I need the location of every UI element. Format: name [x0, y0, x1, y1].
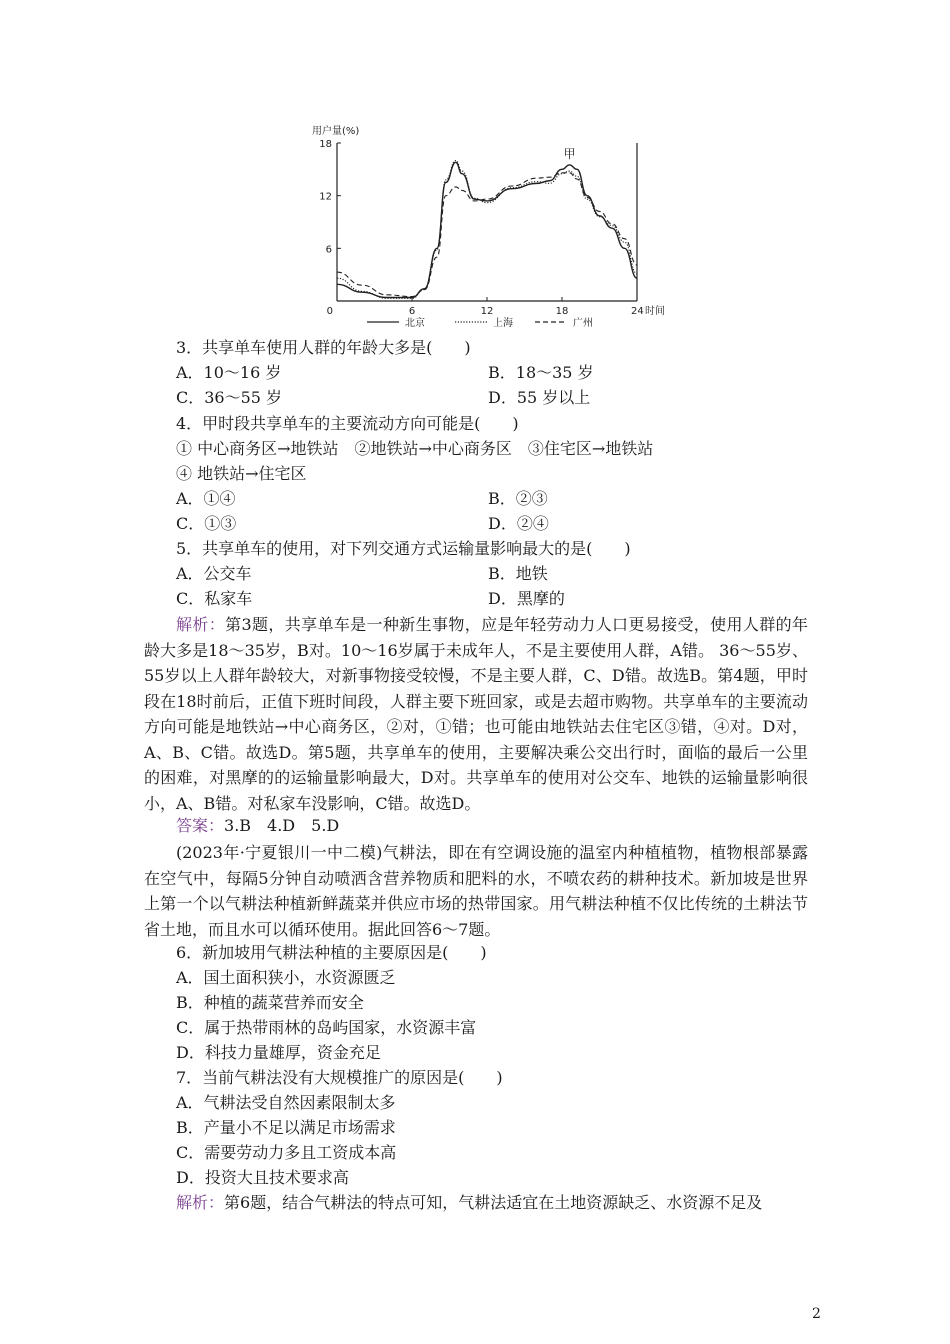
y-tick-label: 12 [319, 191, 332, 203]
q3-option-c: C．36～55 岁 [176, 388, 283, 407]
q7-option-c: C．需要劳动力多且工资成本高 [176, 1143, 397, 1162]
q6-option-d: D．科技力量雄厚，资金充足 [176, 1043, 381, 1062]
q3-option-a: A．10～16 岁 [176, 363, 282, 382]
q6-option-b: B．种植的蔬菜营养而安全 [176, 993, 364, 1012]
q6-stem: 6．新加坡用气耕法种植的主要原因是( ) [176, 943, 487, 962]
x-tick-label: 18 [555, 306, 569, 317]
q4-items-line2: ④ 地铁站→住宅区 [176, 464, 307, 483]
usage-line-chart [300, 118, 665, 338]
q5-option-a: A．公交车 [176, 564, 252, 583]
q3-option-d: D．55 岁以上 [488, 388, 591, 407]
answer-3-5 [176, 815, 339, 837]
y-tick-label: 18 [319, 139, 332, 150]
annotation-jia: 甲 [563, 147, 576, 162]
analysis-text: 第6题，结合气耕法的特点可知，气耕法适宜在土地资源缺乏、水资源不足及 [224, 1193, 763, 1212]
q6-option-a: A．国土面积狭小，水资源匮乏 [176, 968, 396, 987]
q4-option-c: C．①③ [176, 514, 237, 533]
x-tick-label: 0 [326, 306, 333, 317]
series-line-上海 [337, 161, 637, 299]
series-line-广州 [337, 173, 637, 297]
q4-option-d: D．②④ [488, 514, 549, 533]
q5-option-b: B．地铁 [488, 564, 548, 583]
analysis-6-7 [176, 1192, 762, 1214]
q7-option-d: D．投资大且技术要求高 [176, 1168, 349, 1187]
chart-svg [300, 118, 665, 338]
q5-option-c: C．私家车 [176, 589, 253, 608]
x-tick-label: 24 [631, 306, 644, 317]
analysis-label: 解析： [176, 615, 226, 634]
answer-text: 3.B 4.D 5.D [224, 816, 340, 835]
q4-items-line1: ① 中心商务区→地铁站 ②地铁站→中心商务区 ③住宅区→地铁站 [176, 439, 654, 458]
q7-option-b: B．产量小不足以满足市场需求 [176, 1118, 396, 1137]
legend-label-北京: 北京 [405, 318, 425, 329]
q4-option-b: B．②③ [488, 489, 548, 508]
x-tick-label: 12 [480, 306, 494, 317]
q5-option-d: D．黑摩的 [488, 589, 565, 608]
q7-stem: 7．当前气耕法没有大规模推广的原因是( ) [176, 1068, 503, 1087]
analysis-label: 解析： [176, 1193, 225, 1212]
q6-option-c: C．属于热带雨林的岛屿国家，水资源丰富 [176, 1018, 477, 1037]
series-line-北京 [337, 162, 637, 297]
q7-option-a: A．气耕法受自然因素限制太多 [176, 1093, 396, 1112]
q5-stem: 5．共享单车的使用，对下列交通方式运输量影响最大的是( ) [176, 539, 631, 558]
q4-option-a: A．①④ [176, 489, 236, 508]
y-axis-label: 用户量(%) [312, 126, 360, 137]
material-paragraph: (2023年·宁夏银川一中二模)气耕法，即在有空调设施的温室内种植植物，植物根部暴露在空气中，每隔5分钟自动喷洒含营养物质和肥料的水，不喷农药的耕种技术。新加坡是世界上第一个以气耕法种植新鲜蔬菜并供应市场的热带国家。用气耕法种植不仅比传统的土耕法节省土地，而且水可以循环使用。据此回答6～7题。 [144, 843, 808, 939]
q3-stem: 3．共享单车使用人群的年龄大多是( ) [176, 338, 471, 357]
answer-label: 答案： [176, 816, 225, 835]
analysis-3-5 [144, 612, 808, 816]
q4-stem: 4．甲时段共享单车的主要流动方向可能是( ) [176, 414, 519, 433]
analysis-text: 第3题，共享单车是一种新生事物，应是年轻劳动力人口更易接受，使用人群的年龄大多是18～35岁，B对。10～16岁属于未成年人，不是主要使用人群，A错。 36～55岁、55岁以上人群年龄较大，对新事物接受较慢，不是主要人群，C、D错。故选B。第4题，甲时段在18时前后，正值下班时间段，人群主要下班回家，或是去超市购物。共享单车的主要流动方向可能是地铁站→中心商务区，②对，①错；也可能由地铁站去住宅区③错，④对。D对，A、B、C错。故选D。第5题，共享单车的使用，主要解决乘公交出行时，面临的最后一公里的困难，对黑摩的的运输量影响最大，D对。共享单车的使用对公交车、地铁的运输量影响很小，A、B错。对私家车没影响，C错。故选D。 [144, 615, 808, 813]
y-tick-label: 6 [325, 244, 332, 256]
q3-option-b: B．18～35 岁 [488, 363, 594, 382]
x-tick-label: 6 [408, 306, 416, 317]
page-number: 2 [812, 1306, 821, 1322]
legend-label-上海: 上海 [493, 318, 513, 329]
legend-label-广州: 广州 [573, 318, 593, 329]
x-axis-label: 时间 [645, 306, 665, 317]
